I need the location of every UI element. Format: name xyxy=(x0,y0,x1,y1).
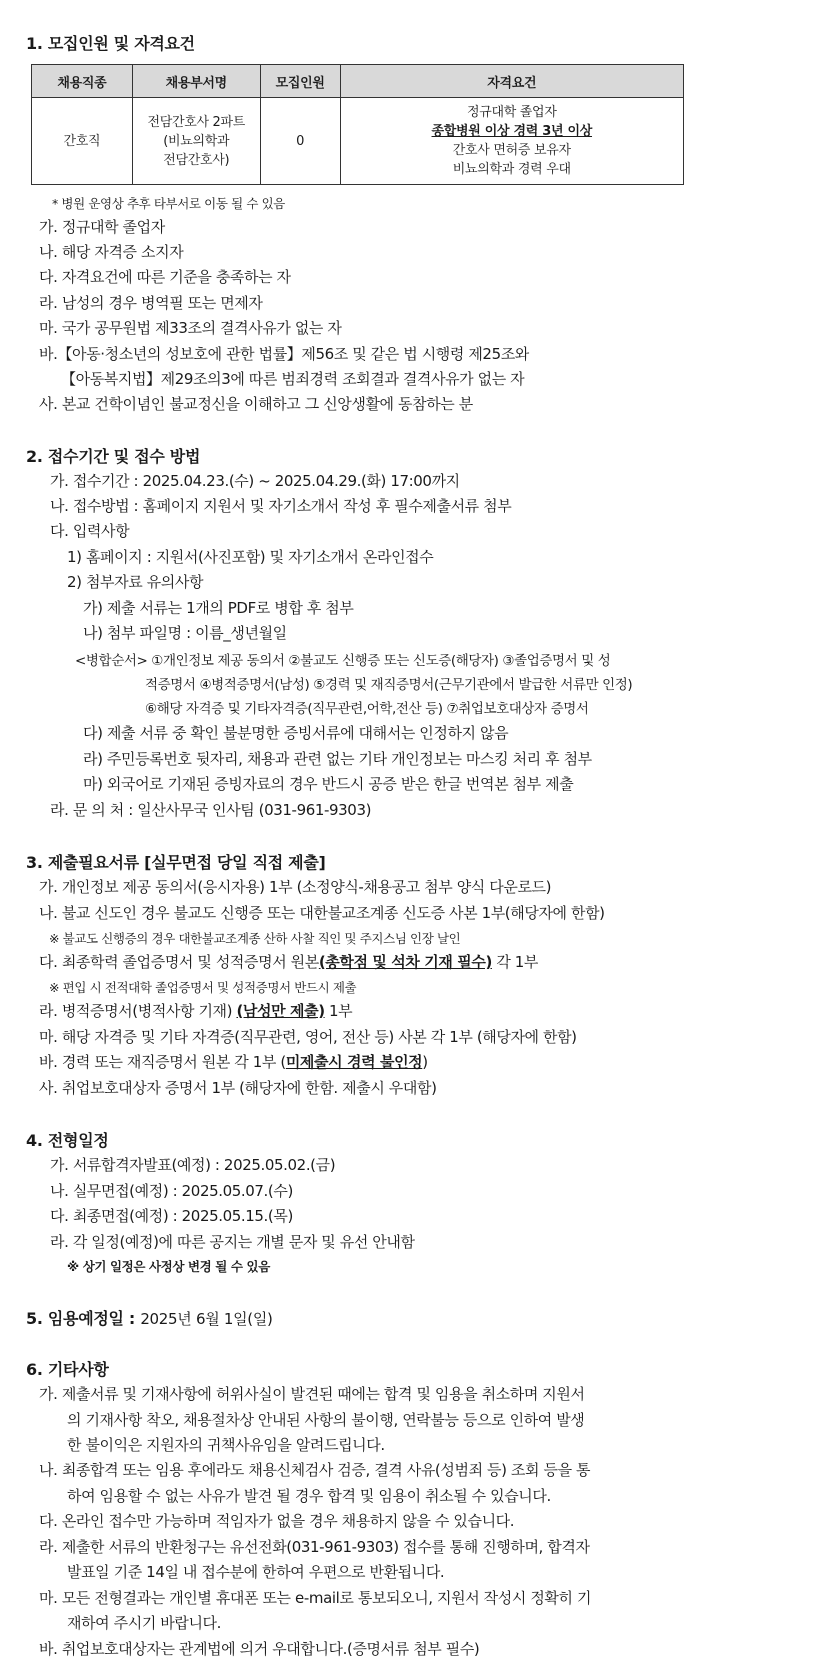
list-item: 라. 제출한 서류의 반환청구는 유선전화(031-961-9303) 접수를 통해 진행하며, 합격자 xyxy=(39,1538,590,1556)
list-item: 다) 제출 서류 중 확인 불분명한 증빙서류에 대해서는 인정하지 않음 xyxy=(83,724,509,742)
section-3-title: 3. 제출필요서류 [실무면접 당일 직접 제출] xyxy=(26,853,326,872)
text-span: 라. 병적증명서(병적사항 기재) xyxy=(39,1002,237,1020)
list-item: 마. 해당 자격증 및 기타 자격증(직무관련, 영어, 전산 등) 사본 각 1부 (해당자에 한함) xyxy=(39,1028,577,1046)
merge-order-line: 적증명서 ④병적증명서(남성) ⑤경력 및 재직증명서(근무기관에서 발급한 서류만 인정) xyxy=(145,677,633,693)
section-5 xyxy=(26,1306,273,1329)
emphasis-span: (총학점 및 석차 기재 필수) xyxy=(318,953,492,971)
contact-line: 라. 문 의 처 : 일산사무국 인사팀 (031-961-9303) xyxy=(50,801,372,819)
emphasis-span: (남성만 제출) xyxy=(236,1002,325,1020)
schedule-item: 가. 서류합격자발표(예정) : 2025.05.02.(금) xyxy=(50,1156,336,1174)
list-item xyxy=(39,951,538,972)
list-item: 다. 자격요건에 따른 기준을 충족하는 자 xyxy=(39,268,291,286)
req-line: 비뇨의학과 경력 우대 xyxy=(452,162,571,177)
list-note: ※ 편입 시 전적대학 졸업증명서 및 성적증명서 반드시 제출 xyxy=(49,980,357,995)
list-item: 가) 제출 서류는 1개의 PDF로 병합 후 첨부 xyxy=(83,599,354,617)
list-item: 2) 첨부자료 유의사항 xyxy=(67,573,204,591)
emphasis-span: 미제출시 경력 불인정 xyxy=(285,1053,423,1071)
list-item: 가. 개인정보 제공 동의서(응시자용) 1부 (소정양식-채용공고 첨부 양식 다운로드) xyxy=(39,878,552,896)
list-item: 1) 홈페이지 : 지원서(사진포함) 및 자기소개서 온라인접수 xyxy=(67,548,434,566)
list-item: 마. 국가 공무원법 제33조의 결격사유가 없는 자 xyxy=(39,319,342,337)
list-item: 사. 취업보호대상자 증명서 1부 (해당자에 한함. 제출시 우대함) xyxy=(39,1079,437,1097)
cell-dept xyxy=(132,98,260,185)
list-item: 【아동복지법】제29조의3에 따른 범죄경력 조회결과 결격사유가 없는 자 xyxy=(61,370,525,388)
list-item: 다. 입력사항 xyxy=(50,522,130,540)
section-2-title: 2. 접수기간 및 접수 방법 xyxy=(26,447,201,466)
dept-line: 전담간호사) xyxy=(163,152,230,168)
list-item: 가. 제출서류 및 기재사항에 허위사실이 발견된 때에는 합격 및 임용을 취소하며 지원서 xyxy=(39,1385,585,1403)
merge-order-line: <병합순서> ①개인정보 제공 동의서 ②불교도 신행증 또는 신도증(해당자) ③졸업증명서 및 성 xyxy=(75,653,611,669)
list-item: 라) 주민등록번호 뒷자리, 채용과 관련 없는 기타 개인정보는 마스킹 처리 후 첨부 xyxy=(83,750,592,768)
cell-requirements xyxy=(340,98,683,185)
list-item: 라. 남성의 경우 병역필 또는 면제자 xyxy=(39,294,263,312)
text-span: ) xyxy=(422,1053,428,1071)
list-item xyxy=(39,1051,428,1072)
list-item: 마. 모든 전형결과는 개인별 휴대폰 또는 e-mail로 통보되오니, 지원서 작성시 정확히 기 xyxy=(39,1589,592,1607)
list-item-cont: 재하여 주시기 바랍니다. xyxy=(67,1614,222,1632)
req-line: 간호사 면허증 보유자 xyxy=(452,143,571,158)
section-1-note: * 병원 운영상 추후 타부서로 이동 될 수 있음 xyxy=(52,196,285,211)
cell-job: 간호직 xyxy=(32,98,133,185)
appointment-date: 2025년 6월 1일(일) xyxy=(140,1310,273,1328)
req-line: 정규대학 졸업자 xyxy=(466,105,557,120)
text-span: 각 1부 xyxy=(491,953,539,971)
list-item: 가. 정규대학 졸업자 xyxy=(39,218,165,236)
list-item: 사. 본교 건학이념인 불교정신을 이해하고 그 신앙생활에 동참하는 분 xyxy=(39,395,473,413)
merge-order-line: ⑥해당 자격증 및 기타자격증(직무관련,어학,전산 등) ⑦취업보호대상자 증명서 xyxy=(145,701,589,717)
list-item: 가. 접수기간 : 2025.04.23.(수) ~ 2025.04.29.(화) 17:00까지 xyxy=(50,472,460,490)
header-count: 모집인원 xyxy=(260,65,340,98)
list-item xyxy=(39,1000,352,1021)
list-item: 마) 외국어로 기재된 증빙자료의 경우 반드시 공증 받은 한글 번역본 첨부 제출 xyxy=(83,775,574,793)
schedule-item: 나. 실무면접(예정) : 2025.05.07.(수) xyxy=(50,1182,293,1200)
text-span: 바. 경력 또는 재직증명서 원본 각 1부 ( xyxy=(39,1053,286,1071)
list-item-cont: 한 불이익은 지원자의 귀책사유임을 알려드립니다. xyxy=(67,1436,385,1454)
section-1-title: 1. 모집인원 및 자격요건 xyxy=(26,34,195,53)
req-line-emphasis: 종합병원 이상 경력 3년 이상 xyxy=(431,124,593,139)
list-item: 나. 해당 자격증 소지자 xyxy=(39,243,184,261)
table-row xyxy=(32,98,684,185)
list-item: 바. 취업보호대상자는 관계법에 의거 우대합니다.(증명서류 첨부 필수) xyxy=(39,1640,480,1658)
header-requirements: 자격요건 xyxy=(340,65,683,98)
text-span: 1부 xyxy=(324,1002,353,1020)
section-6-title: 6. 기타사항 xyxy=(26,1360,109,1379)
list-item: 나. 최종합격 또는 임용 후에라도 채용신체검사 검증, 결격 사유(성범죄 등) 조회 등을 통 xyxy=(39,1461,591,1479)
dept-line: (비뇨의학과 xyxy=(163,133,230,149)
list-item: 나) 첨부 파일명 : 이름_생년월일 xyxy=(83,624,287,642)
cell-count: 0 xyxy=(260,98,340,185)
header-job: 채용직종 xyxy=(32,65,133,98)
schedule-item: 라. 각 일정(예정)에 따른 공지는 개별 문자 및 유선 안내함 xyxy=(50,1233,415,1251)
schedule-note: ※ 상기 일정은 사정상 변경 될 수 있음 xyxy=(67,1259,270,1274)
list-item: 다. 온라인 접수만 가능하며 적임자가 없을 경우 채용하지 않을 수 있습니다. xyxy=(39,1512,515,1530)
list-item: 바.【아동·청소년의 성보호에 관한 법률】제56조 및 같은 법 시행령 제25조와 xyxy=(39,345,529,363)
list-item: 나. 접수방법 : 홈페이지 지원서 및 자기소개서 작성 후 필수제출서류 첨부 xyxy=(50,497,512,515)
schedule-item: 다. 최종면접(예정) : 2025.05.15.(목) xyxy=(50,1207,293,1225)
list-note: ※ 불교도 신행증의 경우 대한불교조계종 산하 사찰 직인 및 주지스님 인장 날인 xyxy=(49,931,461,946)
requirements-table xyxy=(31,64,684,185)
list-item-cont: 발표일 기준 14일 내 접수분에 한하여 우편으로 반환됩니다. xyxy=(67,1563,445,1581)
list-item-cont: 의 기재사항 착오, 채용절차상 안내된 사항의 불이행, 연락불능 등으로 인하여 발생 xyxy=(67,1411,585,1429)
dept-line: 전담간호사 2파트 xyxy=(147,114,246,130)
list-item: 나. 불교 신도인 경우 불교도 신행증 또는 대한불교조계종 신도증 사본 1부(해당자에 한함) xyxy=(39,904,605,922)
text-span: 다. 최종학력 졸업증명서 및 성적증명서 원본 xyxy=(39,953,319,971)
header-dept: 채용부서명 xyxy=(132,65,260,98)
list-item-cont: 하여 임용할 수 없는 사유가 발견 될 경우 합격 및 임용이 취소될 수 있습니다. xyxy=(67,1487,551,1505)
appointment-label: 5. 임용예정일 : xyxy=(26,1309,136,1328)
section-4-title: 4. 전형일정 xyxy=(26,1131,109,1150)
